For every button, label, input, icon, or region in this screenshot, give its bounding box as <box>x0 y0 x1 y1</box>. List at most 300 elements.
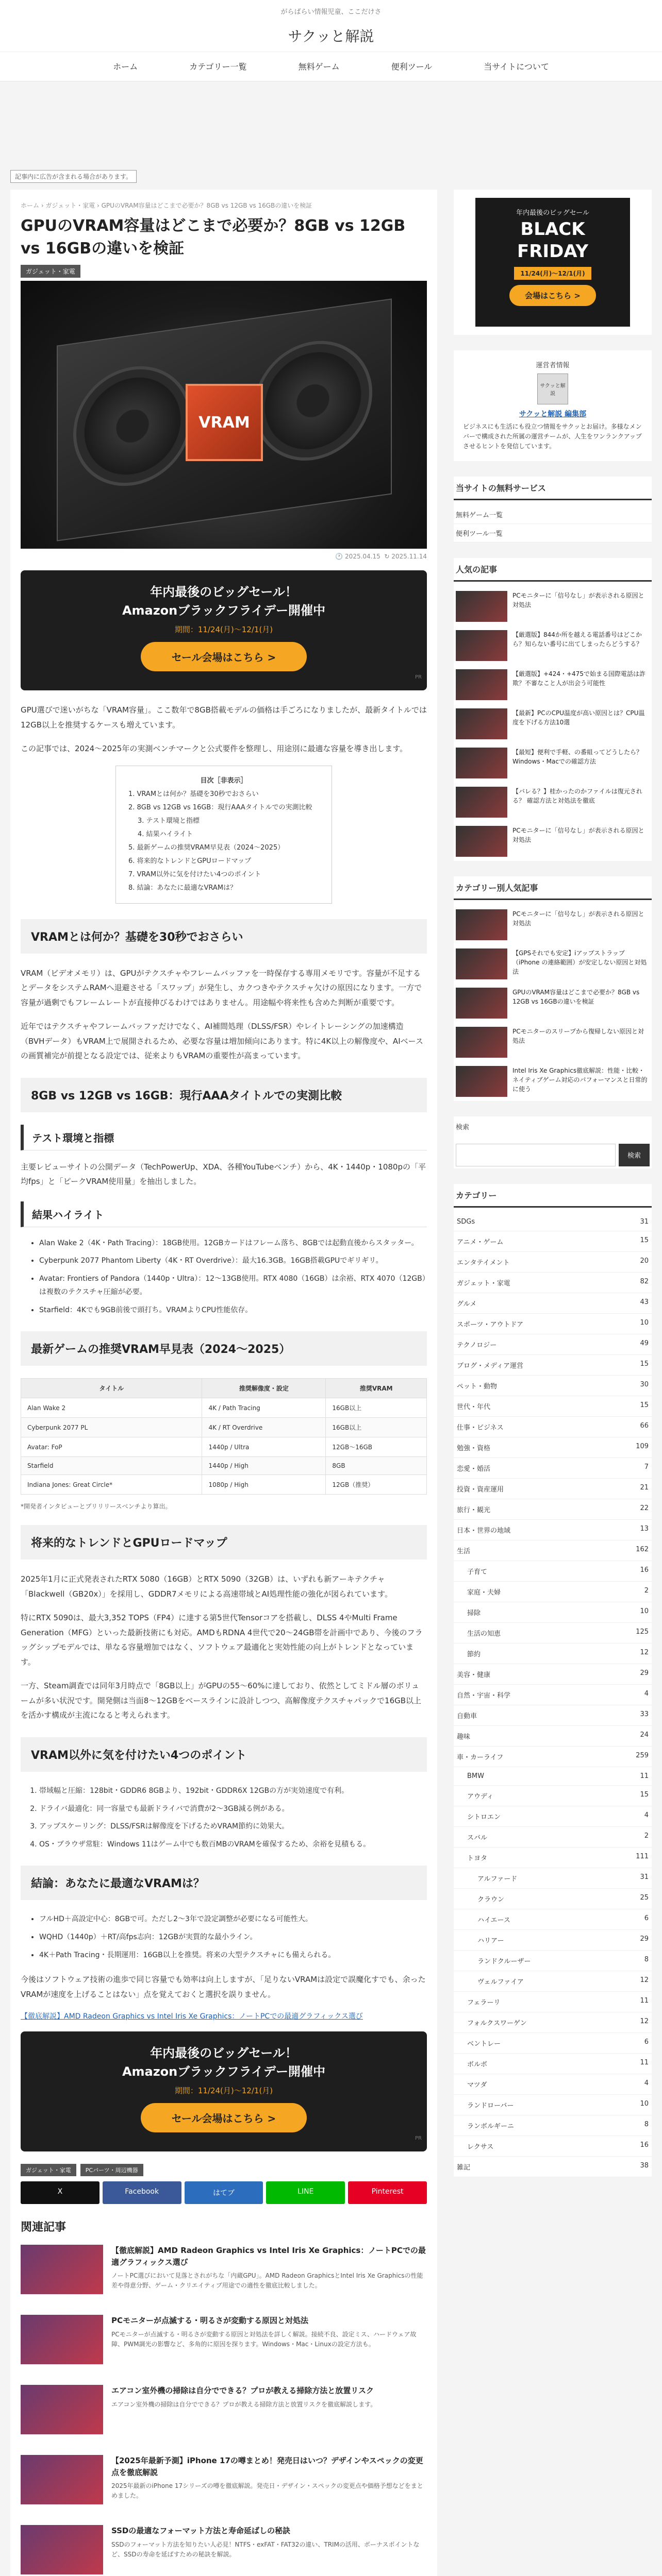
nav-item[interactable]: 当サイトについて <box>484 62 549 72</box>
table-row <box>21 1398 427 1418</box>
category-count: 24 <box>640 1731 649 1739</box>
category-item[interactable] <box>454 1561 652 1582</box>
heading-roadmap: 将来的なトレンドとGPUロードマップ <box>21 1525 427 1560</box>
category-name[interactable]: 節約 <box>467 1650 481 1658</box>
promo-banner: 年内最後のビッグセール！ Amazonブラックフライデー開催中 期間：11/24(月)〜12/1(月) セール会場はこちら > PR <box>21 570 427 690</box>
category-count: 7 <box>644 1463 649 1471</box>
related-excerpt: ノートPC選びにおいて見落とされがちな「内蔵GPU」。AMD Radeon GraphicsとIntel Iris Xe Graphicsの性能差や得意分野、ゲーム・クリエイティブ用途での適性を徹底比較しました。 <box>111 2272 423 2290</box>
popular-thumbnail[interactable] <box>456 787 507 818</box>
heading-vram-basics: VRAMとは何か？基礎を30秒でおさらい <box>21 919 427 954</box>
category-name[interactable]: 趣味 <box>457 1733 471 1741</box>
highlight-list <box>39 1236 427 1317</box>
category-popular-box: カテゴリー別人気記事 PCモニターに「信号なし」が表示される原因と対処法 【GPSそれでも安定】iアップストラップ（iPhone の連絡範囲）が安定しない原因と対処法 GPUのVRAM容量はどこまで必要か？8GB vs 12GB vs 16GBの違いを検証 PCモニターのスリープから復帰しない原因と対処法 Intel Iris Xe Graphics徹底解説：性能・比較・ネイティブゲーム対応のパフォーマンスと日常的に使う <box>454 876 652 1101</box>
popular-title[interactable]: 【GPSそれでも安定】iアップストラップ（iPhone の連絡範囲）が安定しない原因と対処法 <box>512 949 647 975</box>
category-name[interactable]: ランドクルーザー <box>477 1957 531 1965</box>
related-title[interactable]: SSDの最適なフォーマット方法と寿命延ばしの秘訣 <box>111 2526 291 2536</box>
category-item[interactable] <box>454 1231 652 1252</box>
category-item[interactable] <box>454 1827 652 1848</box>
category-item[interactable] <box>454 1909 652 1930</box>
category-name[interactable]: 世代・年代 <box>457 1403 491 1411</box>
category-count: 25 <box>640 1893 649 1902</box>
sale-button[interactable]: セール会場はこちら > <box>141 2103 307 2132</box>
related-title[interactable]: 【徹底解説】AMD Radeon Graphics vs Intel Iris Xe Graphics：ノートPCでの最適グラフィックス選び <box>111 2246 426 2267</box>
category-name[interactable]: トヨタ <box>467 1854 488 1862</box>
popular-title[interactable]: PCモニターに「信号なし」が表示される原因と対処法 <box>512 910 644 927</box>
category-item[interactable] <box>454 1540 652 1561</box>
category-count: 10 <box>640 1607 649 1615</box>
related-item[interactable] <box>21 2525 427 2574</box>
related-item[interactable] <box>21 2315 427 2364</box>
category-item[interactable] <box>454 1643 652 1664</box>
popular-item[interactable] <box>454 665 652 704</box>
category-count: 33 <box>640 1710 649 1718</box>
category-item[interactable] <box>454 1293 652 1314</box>
table-row <box>21 1437 427 1457</box>
category-item[interactable] <box>454 1334 652 1355</box>
category-count: 15 <box>640 1360 649 1368</box>
popular-title[interactable]: PCモニターのスリープから復帰しない原因と対処法 <box>512 1027 644 1044</box>
popular-item[interactable] <box>454 743 652 783</box>
category-item[interactable] <box>454 1396 652 1417</box>
category-count: 11 <box>640 1772 649 1780</box>
list-item: • 4K＋Path Tracing・長期運用：16GB以上を推奨。将来の大型テクスチャにも備えられる。 <box>39 1948 427 1962</box>
category-item[interactable] <box>454 1458 652 1479</box>
search-box: 検索 検索 <box>454 1116 652 1168</box>
category-count: 15 <box>640 1236 649 1244</box>
category-item[interactable] <box>454 1417 652 1437</box>
sale-button[interactable]: セール会場はこちら > <box>141 642 307 671</box>
category-name[interactable]: グルメ <box>457 1300 477 1308</box>
category-name[interactable]: 車・カーライフ <box>457 1753 504 1761</box>
popular-title[interactable]: PCモニターに「信号なし」が表示される原因と対処法 <box>512 591 644 608</box>
popular-item[interactable] <box>454 626 652 665</box>
popular-thumbnail[interactable] <box>456 748 507 778</box>
popular-item[interactable] <box>454 587 652 626</box>
toc-item[interactable]: 6. 将来的なトレンドとGPUロードマップ <box>128 857 252 865</box>
category-item[interactable] <box>454 1623 652 1643</box>
related-title[interactable]: エアコン室外機の掃除は自分でできる？プロが教える掃除方法と放置リスク <box>111 2386 374 2396</box>
popular-title[interactable]: GPUのVRAM容量はどこまで必要か？8GB vs 12GB vs 16GBの違いを検証 <box>512 988 640 1005</box>
related-item[interactable] <box>21 2245 427 2294</box>
fan-left <box>73 359 192 494</box>
list-item: 4. OS・ブラウザ常駐：Windows 11はゲーム中でも数百MBのVRAMを確保するため、余裕を見積もる。 <box>39 1838 427 1852</box>
category-popular-item[interactable] <box>454 905 652 944</box>
popular-thumbnail[interactable] <box>456 1027 507 1058</box>
table-cell: 1080p / High <box>202 1475 326 1495</box>
category-name[interactable]: 家庭・夫婦 <box>467 1588 501 1597</box>
category-count: 38 <box>640 2161 649 2170</box>
clock-icon: 🕐 <box>335 553 345 560</box>
category-item[interactable] <box>454 1582 652 1602</box>
category-name[interactable]: ハイエース <box>477 1916 510 1924</box>
category-count: 8 <box>644 2120 649 2128</box>
category-item[interactable] <box>454 1252 652 1273</box>
category-item[interactable] <box>454 1848 652 1868</box>
table-note: *開発者インタビューとプリリリースベンチより算出。 <box>21 1503 172 1511</box>
toc-item[interactable]: 4. 結果ハイライト <box>138 830 193 838</box>
search-input[interactable] <box>456 1144 616 1166</box>
popular-box: 人気の記事 PCモニターに「信号なし」が表示される原因と対処法 【厳選版】844か所を越える電話番号はどこから？知らない番号に出てしまったらどうする？ 【厳選版】+424・+475で始まる国際電話は詐欺？不審なこと人が出会う可能性 【最新】PCのCPU温度が高い原因とは？CPU温度を下げる方法10選 【最短】便利で手軽、の番組ってどうしたら？Windows・Macでの確認方法 【バレる？】桂かったのかファイルは復元される？ 確認方法と対処法を徹底 PCモニターに「信号なし」が表示される原因と対処法 <box>454 558 652 861</box>
category-name[interactable]: シトロエン <box>467 1813 501 1821</box>
category-count: 125 <box>636 1628 649 1636</box>
popular-title[interactable]: 【最新】PCのCPU温度が高い原因とは？CPU温度を下げる方法10選 <box>512 709 645 726</box>
related-thumbnail[interactable] <box>21 2385 103 2434</box>
category-name[interactable]: 子育て <box>467 1568 488 1576</box>
toc-item[interactable]: 7. VRAM以外に気を付けたい4つのポイント <box>128 870 261 878</box>
list-item: • Cyberpunk 2077 Phantom Liberty（4K・RT Overdrive）：最大16.3GB。16GB搭載GPUでギリギリ。 <box>39 1254 427 1268</box>
toc-item[interactable]: 2. 8GB vs 12GB vs 16GB：現行AAAタイトルでの実測比較 <box>128 803 312 811</box>
category-name[interactable]: 旅行・観光 <box>457 1506 491 1514</box>
category-name[interactable]: BMW <box>467 1772 484 1780</box>
table-cell: Cyberpunk 2077 PL <box>21 1418 202 1437</box>
category-item[interactable] <box>454 2136 652 2157</box>
table-row <box>21 1475 427 1495</box>
vram-table: タイトル 推奨解像度・設定 推奨VRAM Alan Wake 2 4K / Path Tracing 16GB以上 Cyberpunk 2077 PL 4K / RT Overdrive 16GB以上 Avatar: FoP 1440p / Ultra 12GB〜16GB Starfield 1440p / High 8GB Indiana Jones: Great Circle* 1080p / High 12GB（推奨） <box>21 1378 427 1495</box>
category-item[interactable] <box>454 1664 652 1685</box>
list-item: • WQHD（1440p）＋RT/高fps志向：12GBが実質的な最小ライン。 <box>39 1930 427 1944</box>
category-count: 82 <box>640 1277 649 1285</box>
points-list <box>39 1784 427 1851</box>
category-item[interactable] <box>454 1602 652 1623</box>
related-thumbnail[interactable] <box>21 2455 103 2504</box>
category-name[interactable]: 生活 <box>457 1547 471 1555</box>
popular-title[interactable]: 【厳選版】844か所を越える電話番号はどこから？知らない番号に出てしまったらどうする？ <box>512 631 643 648</box>
category-count: 259 <box>636 1751 649 1759</box>
heading-conclusion: 結論：あなたに最適なVRAMは？ <box>21 1866 427 1900</box>
category-count: 20 <box>640 1257 649 1265</box>
popular-thumbnail[interactable] <box>456 591 507 622</box>
category-label[interactable]: ガジェット・家電 <box>21 265 80 278</box>
table-row <box>21 1418 427 1437</box>
table-cell: 1440p / Ultra <box>202 1437 326 1457</box>
category-count: 30 <box>640 1380 649 1388</box>
category-item[interactable] <box>454 1786 652 1806</box>
category-name[interactable]: テクノロジー <box>457 1341 497 1349</box>
table-cell: 16GB以上 <box>326 1398 427 1418</box>
category-count: 16 <box>640 1566 649 1574</box>
category-name[interactable]: 仕事・ビジネス <box>457 1423 504 1432</box>
category-count: 29 <box>640 1669 649 1677</box>
category-name[interactable]: 生活の知恵 <box>467 1630 501 1638</box>
category-item[interactable] <box>454 1437 652 1458</box>
category-count: 2 <box>644 1832 649 1840</box>
post-dates: 🕐 2025.04.15 ↻ 2025.11.14 <box>335 553 427 560</box>
services-box: 当サイトの無料サービス 無料ゲーム一覧 便利ツール一覧 <box>454 477 652 543</box>
paragraph: 近年ではテクスチャやフレームバッファだけでなく、AI補間処理（DLSS/FSR）やレイトレーシングの加速構造（BVHデータ）もVRAM上で展開されるため、必要な容量は増加傾向にあります。特に4K以上の解像度や、AIベースの画質補完が前提となる設定では、従来よりもVRAMの重要性が高まっています。 <box>21 1022 423 1060</box>
popular-thumbnail[interactable] <box>456 948 507 979</box>
share-hatena-button[interactable]: はてブ <box>185 2181 263 2204</box>
related-item[interactable] <box>21 2385 427 2434</box>
heading-vram-table: 最新ゲームの推奨VRAM早見表（2024〜2025） <box>21 1331 427 1366</box>
popular-thumbnail[interactable] <box>456 708 507 739</box>
category-item[interactable] <box>454 1992 652 2012</box>
category-item[interactable] <box>454 1930 652 1951</box>
table-cell: 4K / RT Overdrive <box>202 1418 326 1437</box>
paragraph: 主要レビューサイトの公開データ（TechPowerUp、XDA、各種YouTubeベンチ）から、4K・1440p・1080pの「平均fps」と「ピークVRAM使用量」を抽出しました。 <box>21 1162 426 1186</box>
category-item[interactable] <box>454 2074 652 2095</box>
category-name[interactable]: ボルボ <box>467 2060 488 2069</box>
paragraph: 一方、Steam調査では同年3月時点で「8GB以上」がGPUの55〜60%に達しており、依然としてミドル層のボリュームが多い状況です。開発側は当面8〜12GBをベースラインに設計しつつ、高解像度テクスチャパックで16GB以上を活かす構成が主流になると考えられます。 <box>21 1681 422 1720</box>
category-name[interactable]: 恋愛・婚活 <box>457 1465 491 1473</box>
category-count: 4 <box>644 2079 649 2087</box>
category-count: 109 <box>636 1442 649 1450</box>
category-name[interactable]: エンタテイメント <box>457 1259 510 1267</box>
toc-item[interactable]: 1. VRAMとは何か？基礎を30秒でおさらい <box>128 790 259 798</box>
category-count: 12 <box>640 1976 649 1984</box>
category-name[interactable]: 投資・資産運用 <box>457 1485 504 1494</box>
table-cell: 4K / Path Tracing <box>202 1398 326 1418</box>
category-name[interactable]: アウディ <box>467 1792 493 1801</box>
category-count: 66 <box>640 1421 649 1430</box>
category-name[interactable]: ベントレー <box>467 2040 501 2048</box>
category-name[interactable]: ランドローバー <box>467 2102 514 2110</box>
category-name[interactable]: ランボルギーニ <box>467 2122 515 2130</box>
paragraph: 2025年1月に正式発表されたRTX 5080（16GB）とRTX 5090（32GB）は、いずれも新アーキテクチャ「Blackwell（GB20x）」を採用し、GDDR7メモリによる高速帯域とAI処理性能の強化が図られています。 <box>21 1574 392 1599</box>
share-pinterest-button[interactable]: Pinterest <box>348 2181 427 2204</box>
table-cell: 12GB（推奨） <box>326 1475 427 1495</box>
category-count: 2 <box>644 1586 649 1595</box>
category-item[interactable] <box>454 2157 652 2177</box>
paragraph: 特にRTX 5090は、最大3,352 TOPS（FP4）に達する第5世代Tensorコアを搭載し、DLSS 4やMulti Frame Generation（MFG）といった最新技術にも対応。AMDもRDNA 4世代で20〜24GB帯を計画中であり、今後のフラッグシップモデルでは、単なる容量増加ではなく、ソフトウェア最適化と実効性能の向上がトレンドとなっています。 <box>21 1613 423 1667</box>
category-name[interactable]: 掃除 <box>467 1609 481 1617</box>
heading-test-env: テスト環境と指標 <box>21 1125 427 1150</box>
nav-item[interactable]: カテゴリー一覧 <box>189 62 247 72</box>
category-name[interactable]: クラウン <box>477 1895 505 1904</box>
category-item[interactable] <box>454 1479 652 1499</box>
category-name[interactable]: フェラーリ <box>467 1998 501 2007</box>
categories-box: カテゴリー SDGs 31 アニメ・ゲーム 15 エンタテイメント 20 ガジェット・家電 82 グルメ 43 スポーツ・アウトドア 10 テクノロジー 49 ブログ・メディア運営 15 ペット・動物 30 世代・年代 15 仕事・ビジネス 66 勉強・資格 109 恋愛・婚活 7 投資・資産運用 21 旅行・観光 22 日本・世界の地域 13 生活 162 子育て 16 家庭・夫婦 2 掃除 10 生活の知恵 125 節約 12 美容・健康 29 自然・宇宙・科学 4 自動車 33 趣味 24 車・カーライフ 259 BMW 11 アウディ 15 シトロエン 4 スバル 2 トヨタ 111 アルファード 31 クラウン 25 ハイエース 6 ハリアー 29 ランドクルーザー 8 ヴェルファイア 12 フェラーリ 11 フォルクスワーゲン 12 ベントレー 6 ボルボ 11 マツダ 4 ランドローバー 10 ランボルギーニ 8 レクサス 16 雑記 38 <box>454 1184 652 2177</box>
service-link[interactable]: 無料ゲーム一覧 <box>454 505 652 524</box>
category-count: 12 <box>640 1648 649 1656</box>
category-item[interactable] <box>454 2054 652 2074</box>
tag[interactable]: PCパーツ・周辺機器 <box>80 2164 143 2176</box>
category-count: 6 <box>644 1914 649 1922</box>
category-name[interactable]: 自然・宇宙・科学 <box>457 1691 511 1700</box>
popular-title[interactable]: 【最短】便利で手軽、の番組ってどうしたら？Windows・Macでの確認方法 <box>512 748 643 765</box>
category-item[interactable] <box>454 2012 652 2033</box>
category-name[interactable]: ペット・動物 <box>457 1382 498 1391</box>
category-name[interactable]: マツダ <box>467 2081 487 2089</box>
category-count: 4 <box>644 1689 649 1698</box>
nav-item[interactable]: 便利ツール <box>391 62 433 72</box>
category-count: 11 <box>640 2058 649 2066</box>
share-line-button[interactable]: LINE <box>266 2181 345 2204</box>
list-item: 3. アップスケーリング：DLSS/FSRは解像度を下げるためVRAM節約に効果大。 <box>39 1820 427 1834</box>
category-count: 29 <box>640 1935 649 1943</box>
category-name[interactable]: スバル <box>467 1834 488 1842</box>
table-cell: 8GB <box>326 1457 427 1475</box>
table-row <box>21 1457 427 1475</box>
category-count: 6 <box>644 2038 649 2046</box>
promo-banner-bottom: 年内最後のビッグセール！ Amazonブラックフライデー開催中 期間：11/24(月)〜12/1(月) セール会場はこちら > PR <box>21 2031 427 2151</box>
category-popular-item[interactable] <box>454 1023 652 1062</box>
related-item[interactable] <box>21 2455 427 2504</box>
list-item: • Avatar: Frontiers of Pandora（1440p・Ultra）：12〜13GB使用。RTX 4080（16GB）は余裕、RTX 4070（12GB）は複数のテクスチャ圧縮が必要。 <box>39 1272 427 1299</box>
tag-list <box>21 2164 427 2176</box>
table-cell: Indiana Jones: Great Circle* <box>21 1475 202 1495</box>
refresh-icon: ↻ <box>384 553 392 560</box>
related-article-link[interactable]: 【徹底解説】AMD Radeon Graphics vs Intel Iris Xe Graphics：ノートPCでの最適グラフィックス選び <box>21 2012 363 2021</box>
popular-title[interactable]: 【バレる？】桂かったのかファイルは復元される？ 確認方法と対処法を徹底 <box>512 787 642 804</box>
category-name[interactable]: 勉強・資格 <box>457 1444 491 1452</box>
category-name[interactable]: ヴェルファイア <box>477 1978 524 1986</box>
breadcrumb[interactable]: ホーム › ガジェット・家電 › GPUのVRAM容量はどこまで必要か？8GB vs 12GB vs 16GBの違いを検証 <box>21 202 312 209</box>
table-cell: 16GB以上 <box>326 1418 427 1437</box>
nav-item[interactable]: 無料ゲーム <box>298 62 340 72</box>
category-item[interactable] <box>454 1889 652 1909</box>
category-count: 43 <box>640 1298 649 1306</box>
category-count: 49 <box>640 1339 649 1347</box>
intro-2: この記事では、2024〜2025年の実測ベンチマークと公式要件を整理し、用途別に最適な容量を導き出します。 <box>21 744 408 753</box>
category-name[interactable]: 雑記 <box>457 2163 471 2172</box>
category-item[interactable] <box>454 1806 652 1827</box>
category-item[interactable] <box>454 1355 652 1376</box>
category-item[interactable] <box>454 2033 652 2054</box>
category-item[interactable] <box>454 1273 652 1293</box>
category-item[interactable] <box>454 1499 652 1520</box>
intro-1: GPU選びで迷いがちな「VRAM容量」。ここ数年で8GB搭載モデルの価格は手ごろになりましたが、最新タイトルでは12GB以上を推奨するケースも増えています。 <box>21 705 427 730</box>
popular-thumbnail[interactable] <box>456 988 507 1019</box>
category-count: 22 <box>640 1504 649 1512</box>
nav-item[interactable]: ホーム <box>113 62 138 72</box>
category-name[interactable]: 自動車 <box>457 1712 477 1720</box>
service-link[interactable]: 便利ツール一覧 <box>454 524 652 543</box>
related-title[interactable]: 【2025年最新予測】iPhone 17の噂まとめ！発売日はいつ？デザインやスペックの変更点を徹底解説 <box>111 2456 423 2477</box>
category-popular-item[interactable] <box>454 944 652 984</box>
related-heading: 関連記事 <box>21 2221 67 2234</box>
category-count: 8 <box>644 1955 649 1963</box>
category-count: 16 <box>640 2141 649 2149</box>
category-item[interactable] <box>454 1685 652 1705</box>
category-item[interactable] <box>454 1520 652 1540</box>
heading-highlights: 結果ハイライト <box>21 1201 427 1227</box>
related-thumbnail[interactable] <box>21 2525 103 2574</box>
paragraph: VRAM（ビデオメモリ）は、GPUがテクスチャやフレームバッファを一時保存する専用メモリです。容量が不足するとデータをシステムRAMへ退避させる「スワップ」が発生し、カクつきやテクスチャ欠けの原因になります。一方で容量が過剰でもフレームレートが直接伸びるわけではありません。用途幅や将来性も含めた判断が重要です。 <box>21 968 422 1007</box>
category-item[interactable] <box>454 1951 652 1971</box>
category-name[interactable]: ブログ・メディア運営 <box>457 1362 523 1370</box>
site-header <box>0 0 662 81</box>
profile-name-link[interactable]: サクッと解説 編集部 <box>519 410 587 418</box>
related-excerpt: エアコン室外機の掃除は自分でできる？プロが教える掃除方法と放置リスクを徹底解説します。 <box>111 2400 377 2408</box>
category-item[interactable] <box>454 1868 652 1889</box>
related-excerpt: PCモニターが点滅する・明るさが変動する原因と対処法を詳しく解説。接続不良、設定ミス、ハードウェア故障、PWM調光の影響など、多角的に原因を探ります。Windows・Mac・Linuxの設定方法も。 <box>111 2330 417 2348</box>
site-title[interactable]: サクッと解説 <box>288 28 374 45</box>
category-item[interactable] <box>454 2095 652 2115</box>
popular-thumbnail[interactable] <box>456 826 507 857</box>
share-buttons <box>21 2181 427 2204</box>
popular-thumbnail[interactable] <box>456 1066 507 1097</box>
conclusion-list <box>39 1912 427 1962</box>
paragraph: 今後はソフトウェア技術の進歩で同じ容量でも効率は向上しますが、「足りないVRAMは設定で誤魔化すでも、余ったVRAMが速度を上げることはない」点を覚えておくと選択を誤りません。 <box>21 1975 426 1999</box>
category-name[interactable]: レクサス <box>467 2143 494 2151</box>
category-name[interactable]: アニメ・ゲーム <box>457 1238 504 1246</box>
category-count: 31 <box>640 1217 649 1226</box>
popular-item[interactable] <box>454 822 652 861</box>
toc-item[interactable]: 5. 最新ゲームの推奨VRAM早見表（2024〜2025） <box>128 843 285 852</box>
toc-item[interactable]: 3. テスト環境と指標 <box>138 817 200 825</box>
category-popular-item[interactable] <box>454 984 652 1023</box>
category-count: 4 <box>644 1811 649 1819</box>
related-title[interactable]: PCモニターが点滅する・明るさが変動する原因と対処法 <box>111 2316 309 2326</box>
category-item[interactable] <box>454 1767 652 1786</box>
category-name[interactable]: アルファード <box>477 1875 518 1883</box>
sidebar-ad <box>454 190 652 335</box>
category-count: 31 <box>640 1873 649 1881</box>
popular-thumbnail[interactable] <box>456 909 507 940</box>
related-thumbnail[interactable] <box>21 2315 103 2364</box>
category-count: 111 <box>636 1852 649 1860</box>
category-item[interactable] <box>454 1726 652 1747</box>
black-friday-banner[interactable]: 年内最後のビッグセール BLACK FRIDAY 11/24(月)〜12/1(月) 会場はこちら > <box>475 198 630 327</box>
search-button[interactable]: 検索 <box>619 1144 650 1166</box>
heading-points: VRAM以外に気を付けたい4つのポイント <box>21 1737 427 1772</box>
related-thumbnail[interactable] <box>21 2245 103 2294</box>
category-item[interactable] <box>454 1971 652 1992</box>
category-popular-item[interactable] <box>454 1062 652 1101</box>
category-name[interactable]: 美容・健康 <box>457 1671 491 1679</box>
table-cell: 1440p / High <box>202 1457 326 1475</box>
category-name[interactable]: スポーツ・アウトドア <box>457 1320 524 1329</box>
list-item: • フルHD＋高設定中心：8GBで可。ただし2〜3年で設定調整が必要になる可能性大。 <box>39 1912 427 1926</box>
category-count: 162 <box>636 1545 649 1553</box>
popular-item[interactable] <box>454 783 652 822</box>
category-count: 12 <box>640 2017 649 2025</box>
category-count: 10 <box>640 1318 649 1327</box>
table-cell: 12GB〜16GB <box>326 1437 427 1457</box>
share-facebook-button[interactable]: Facebook <box>103 2181 181 2204</box>
table-cell: Starfield <box>21 1457 202 1475</box>
list-item: 1. 帯域幅と圧縮：128bit・GDDR6 8GBより、192bit・GDDR6X 12GBの方が実効速度で有利。 <box>39 1784 427 1798</box>
page-title: GPUのVRAM容量はどこまで必要か？8GB vs 12GB vs 16GBの違いを検証 <box>21 217 406 258</box>
category-item[interactable] <box>454 1705 652 1726</box>
list-item: • Alan Wake 2（4K・Path Tracing）：18GB使用。12GBカードはフレーム落ち、8GBでは起動直後からスタッター。 <box>39 1236 427 1250</box>
category-item[interactable] <box>454 1747 652 1767</box>
category-name[interactable]: ハリアー <box>477 1937 504 1945</box>
category-count: 10 <box>640 2099 649 2108</box>
popular-item[interactable] <box>454 704 652 743</box>
category-item[interactable] <box>454 1314 652 1334</box>
popular-title[interactable]: Intel Iris Xe Graphics徹底解説：性能・比較・ネイティブゲーム対応のパフォーマンスと日常的に使う <box>512 1066 648 1093</box>
popular-thumbnail[interactable] <box>456 630 507 661</box>
category-item[interactable] <box>454 1213 652 1231</box>
popular-thumbnail[interactable] <box>456 669 507 700</box>
sidebar <box>454 190 652 2193</box>
global-nav <box>0 52 662 80</box>
vram-chip: VRAM <box>186 384 263 461</box>
popular-title[interactable]: PCモニターに「信号なし」が表示される原因と対処法 <box>512 826 644 843</box>
avatar: サクッと解説 <box>537 374 568 404</box>
category-count: 15 <box>640 1401 649 1409</box>
category-name[interactable]: 日本・世界の地域 <box>457 1527 511 1535</box>
popular-title[interactable]: 【厳選版】+424・+475で始まる国際電話は詐欺？不審なこと人が出会う可能性 <box>512 670 646 687</box>
category-item[interactable] <box>454 2115 652 2136</box>
category-name[interactable]: SDGs <box>457 1217 475 1226</box>
fan-right <box>254 333 372 468</box>
category-count: 21 <box>640 1483 649 1492</box>
profile-box: 運営者情報 サクッと解説 サクッと解説 編集部 ビジネスにも生活にも役立つ情報をサクッとお届け。多様なメンバーで構成された所属の運営チームが、人生をワンランクアップさせるヒントを発信しています。 <box>454 350 652 461</box>
toc-item[interactable]: 8. 結論：あなたに最適なVRAMは？ <box>128 884 237 892</box>
share-x-button[interactable]: X <box>21 2181 100 2204</box>
tag[interactable]: ガジェット・家電 <box>21 2164 76 2176</box>
category-item[interactable] <box>454 1376 652 1396</box>
table-cell: Avatar: FoP <box>21 1437 202 1457</box>
category-name[interactable]: フォルクスワーゲン <box>467 2019 527 2027</box>
category-count: 13 <box>640 1524 649 1533</box>
category-name[interactable]: ガジェット・家電 <box>457 1279 510 1287</box>
category-count: 15 <box>640 1790 649 1799</box>
table-cell: Alan Wake 2 <box>21 1398 202 1418</box>
category-count: 11 <box>640 1996 649 2005</box>
